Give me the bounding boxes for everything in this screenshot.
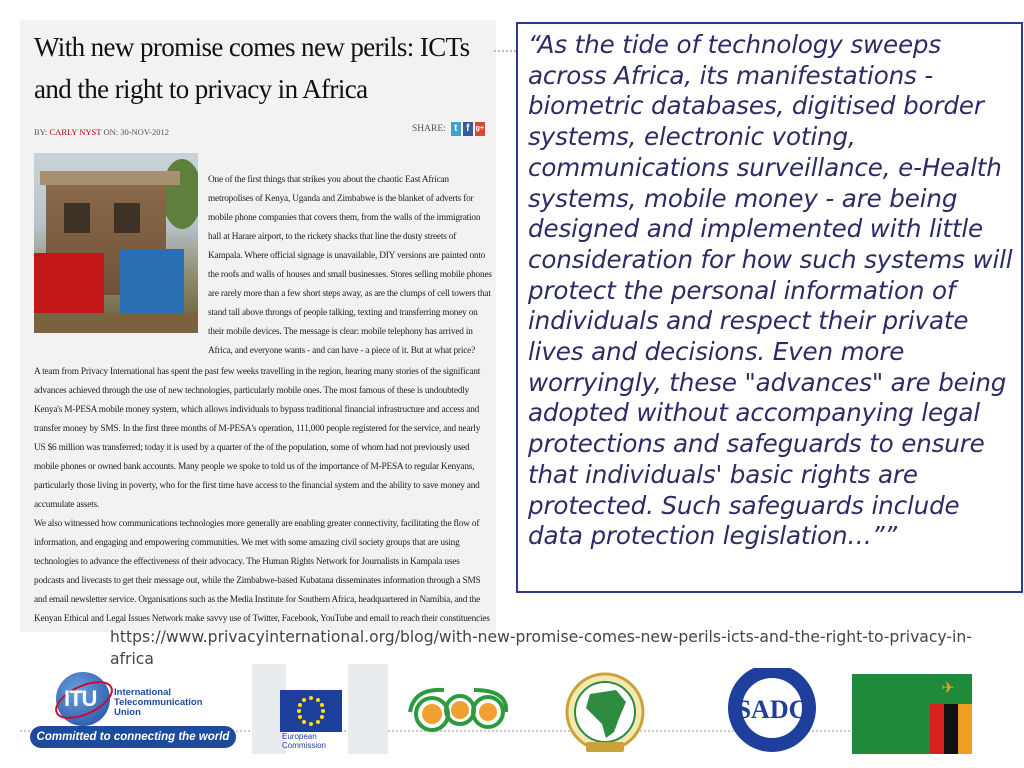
- connector-dots: [494, 50, 516, 52]
- itu-logo: [30, 666, 240, 752]
- article-date: ON: 30-NOV-2012: [103, 127, 170, 137]
- acp-logo: [404, 682, 514, 736]
- article-paragraph: We also witnessed how communications technologies more generally are enabling greater connectivity, facilitating the flow of information, and engaging and empowering communities. We met with some amazing civil society groups that are using technologies to advance the effectiveness of their advocacy. The Human Rights Network for Journalists in Kampala uses podcasts and livecasts to get their message out, while the Zimbabwe-based Kubatana disseminates information through a SMS and email newsletter service. Organisations such as the Media Institute for Southern Africa, headquartered in Namibia, and the Kenyan Ethical and Legal Issues Network make savvy use of Twitter, Facebook, YouTube and email to reach their constituencies: [34, 519, 490, 624]
- european-commission-logo: [252, 664, 392, 754]
- article-title: With new promise comes new perils: ICTs and the right to privacy in Africa: [34, 32, 470, 104]
- facebook-icon[interactable]: f: [463, 122, 473, 136]
- quote-text: “As the tide of technology sweeps across Africa, its manifestations - biometric databases, digitised border systems, electronic voting, communications surveillance, e-Health systems, mobile money - are being designed and implemented with little consideration for how such systems will protect the personal information of individuals and respect their private lives and decisions. Even more worryingly, these "advances" are being adopted without accompanying legal protections and safeguards to ensure that individuals' basic rights are protected. Such safeguards include data protection legislation…””: [528, 30, 1013, 551]
- source-url[interactable]: https://www.privacyinternational.org/blog/with-new-promise-comes-new-perils-icts-and-the-right-to-privacy-in-africa: [110, 628, 972, 668]
- google-plus-icon[interactable]: g+: [475, 122, 485, 136]
- itu-tagline: Committed to connecting the world: [30, 726, 236, 748]
- quote-box: [516, 22, 1023, 593]
- itu-name: International Telecommunication Union: [114, 687, 203, 718]
- article-paragraph: One of the first things that strikes you about the chaotic East African metropolises of Kenya, Uganda and Zimbabwe is the blanket of adverts for mobile phone companies that covers them, from the walls of the immigration hall at Harare airport, to the rickety shacks that line the dusty streets of Kampala. Where official signage is unavailable, DIY versions are painted onto the roofs and walls of houses and small businesses. Stores selling mobile phones are rarely more than a few short steps away, as are the clumps of cell towers that stand tall above throngs of people talking, texting and transferring money on their mobile devices. The message is clear: mobile telephony has arrived in Africa, and everyone wants - and can have - a piece of it. But at what price?: [208, 175, 492, 356]
- eu-flag-icon: [280, 690, 342, 732]
- article-byline: [34, 127, 169, 137]
- article-photo: [34, 153, 198, 333]
- svg-text:SADC: SADC: [736, 695, 808, 724]
- byline-prefix: BY:: [34, 127, 48, 137]
- author-link[interactable]: CARLY NYST: [49, 127, 102, 137]
- ec-wordmark: European Commission: [282, 732, 327, 750]
- twitter-icon[interactable]: t: [451, 122, 461, 136]
- itu-abbrev: ITU: [64, 686, 97, 711]
- sadc-logo: [724, 668, 820, 764]
- article-screenshot: [20, 20, 496, 632]
- african-union-logo: [556, 672, 654, 756]
- share-label: SHARE:: [412, 124, 446, 134]
- share-bar: [412, 122, 485, 136]
- eagle-icon: ✈: [941, 680, 955, 697]
- article-paragraph: A team from Privacy International has spent the past few weeks travelling in the region, hearing many stories of the significant advances achieved through the use of new technologies, particularly mobile ones. The most famous of these is undoubtedly Kenya's M-PESA mobile money system, which allows individuals to bypass traditional financial infrastructure and access and transfer money by SMS. In the first three months of M-PESA's operation, 111,000 people registered for the service, and nearly US $6 million was transferred; today it is used by a quarter of the of the population, some of whom had not previously used mobile phones or owned bank accounts. Many people we spoke to told us of the importance of M-PESA to regular Kenyans, particularly those living in poverty, who for the first time have access to the financial system and the ability to save money and accumulate assets.: [34, 367, 481, 510]
- zambia-flag: [852, 674, 972, 754]
